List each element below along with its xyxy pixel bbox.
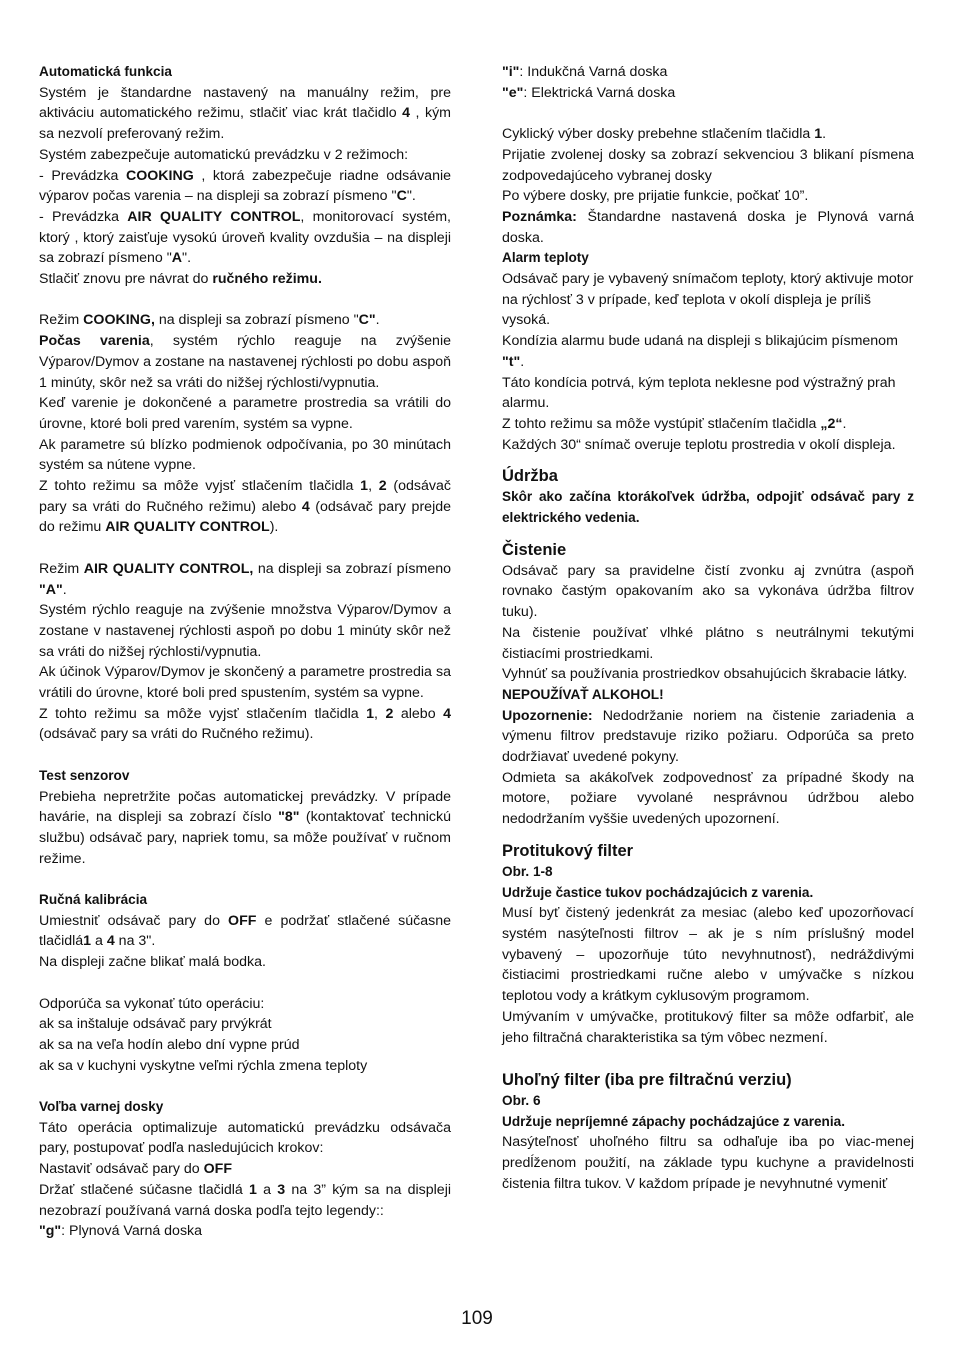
alarm-paragraph: Kondízia alarmu bude udaná na displeji s blikajúcim písmenom "t". <box>502 333 898 370</box>
automatic-paragraph: Stlačiť znovu pre návrat do ručného režimu. <box>39 271 322 288</box>
right-column <box>502 62 914 1194</box>
manual-calibration-heading: Ručná kalibrácia <box>39 892 148 908</box>
automatic-paragraph: - Prevádzka COOKING , ktorá zabezpečuje riadne odsávanie výparov počas varenia – na displeji sa zobrazí písmeno "C". <box>39 167 451 205</box>
alarm-paragraph: Z tohto režimu sa môže vystúpiť stlačením tlačidla „2“. <box>502 415 847 432</box>
hob-paragraph: Táto operácia optimalizuje automatickú prevádzku odsávača pary, postupovať podľa nasledujúcich krokov: <box>39 1119 451 1157</box>
calibration-list-item: ak sa inštaluje odsávač pary prvýkrát <box>39 1016 272 1033</box>
hob-legend-item: "i": Indukčná Varná doska <box>502 64 668 80</box>
automatic-paragraph: Systém zabezpečuje automatickú prevádzku v 2 režimoch: <box>39 146 409 163</box>
automatic-paragraph: - Prevádzka AIR QUALITY CONTROL, monitorovací systém, ktorý , ktorý zaisťuje vysokú úroveň kvality ovzdušia – na displeji sa zobrazí písmeno "A". <box>39 208 451 267</box>
hob-note: Poznámka: Štandardne nastavená doska je Plynová varná doska. <box>502 208 914 246</box>
hob-paragraph: Prijatie zvolenej dosky sa zobrazí sekvenciou 3 blikaní písmena zodpovedajúceho vybranej dosky <box>502 146 914 184</box>
automatic-function-heading: Automatická funkcia <box>39 64 172 79</box>
alarm-paragraph: Odsávač pary je vybavený snímačom teploty, ktorý aktivuje motor na rýchlosť 3 v prípade, keď teplota v okolí displeja je príliš vysoká. <box>502 271 914 329</box>
hob-paragraph: Držať stlačené súčasne tlačidlá 1 a 3 na 3” kým sa na displeji nezobrazí používaná varná doska podľa tejto legendy:: <box>39 1181 452 1219</box>
cooking-paragraph: Keď varenie je dokončené a parametre prostredia sa vrátili do úrovne, ktoré boli pred varením, systém sa vypne. <box>39 395 451 432</box>
cooking-paragraph: Ak parametre sú blízko podmienok odpočívania, po 30 minútach systém sa nútene vypne. <box>39 436 451 474</box>
temperature-alarm-heading: Alarm teploty <box>502 250 589 266</box>
aqc-paragraph: Z tohto režimu sa môže vyjsť stlačením tlačidla 1, 2 alebo 4 (odsávač pary sa vráti do Ručného režimu). <box>39 705 451 743</box>
carbon-filter-paragraph: Nasýteľnosť uhoľného filtru sa odhaľuje iba po viac-menej predĺženom použití, na základe typu kuchyne a pravidelnosti čistenia filtra tukov. V každom prípade je nevyhnutné vymeniť <box>502 1134 914 1192</box>
sensor-test-heading: Test senzorov <box>39 767 130 783</box>
aqc-paragraph: Režim AIR QUALITY CONTROL, na displeji sa zobrazí písmeno "A". <box>39 560 451 598</box>
hob-paragraph: Nastaviť odsávač pary do OFF <box>39 1161 232 1178</box>
grease-filter-subtitle: Udržuje častice tukov pochádzajúcich z varenia. <box>502 884 814 900</box>
alarm-paragraph: Táto kondícia potrvá, kým teplota neklesne pod výstražný prah alarmu. <box>502 374 896 412</box>
calibration-paragraph: Umiestniť odsávač pary do OFF e podržať stlačené súčasne tlačidlá1 a 4 na 3". <box>39 912 452 950</box>
cleaning-paragraph: Na čistenie používať vlhké plátno s neutrálnymi tekutými čistiacími prostriedkami. <box>502 624 914 662</box>
hob-legend-item: "g": Plynová Varná doska <box>39 1223 203 1240</box>
cooking-paragraph: Z tohto režimu sa môže vyjsť stlačením tlačidla 1, 2 (odsávač pary sa vráti do Ručného režimu) alebo 4 (odsávač pary prejde do režimu AIR QUALITY CONTROL). <box>39 478 451 536</box>
grease-filter-heading: Protitukový filter <box>502 841 634 860</box>
sensor-test-paragraph: Prebieha nepretržite počas automatickej prevádzky. V prípade havárie, na displeji sa zobrazí číslo "8" (kontaktovať technickú službu) odsávač pary, napriek tomu, sa môže používať v ručnom režime. <box>39 788 452 867</box>
hob-selection-heading: Voľba varnej dosky <box>39 1099 164 1115</box>
calibration-list-item: ak sa na veľa hodín alebo dní vypne prúd <box>39 1036 300 1053</box>
cleaning-paragraph: Upozornenie: Nedodržanie noriem na čistenie zariadenia a výmenu filtrov predstavuje riziko požiaru. Odporúča sa preto dodržiavať uvedené pokyny. <box>502 707 914 766</box>
calibration-list-item: ak sa v kuchyni vyskytne veľmi rýchla zmena teploty <box>39 1057 368 1074</box>
carbon-filter-heading: Uhoľný filter (iba pre filtračnú verziu) <box>502 1070 792 1089</box>
maintenance-warning: Skôr ako začína ktorákoľvek údržba, odpojiť odsávač pary z elektrického vedenia. <box>502 489 914 526</box>
alarm-paragraph: Každých 30“ snímač overuje teplotu prostredia v okolí displeja. <box>502 436 896 453</box>
grease-filter-figure-ref: Obr. 1-8 <box>502 863 553 879</box>
cleaning-paragraph: Vyhnúť sa používania prostriedkov obsahujúcich škrabacie látky. <box>502 666 908 683</box>
automatic-paragraph: Systém je štandardne nastavený na manuálny režim, pre aktiváciu automatického režimu, stlačiť viac krát tlačidlo 4 , kým sa nezvolí preferovaný režim. <box>39 84 451 143</box>
page-number: 109 <box>461 1308 493 1329</box>
hob-paragraph: Po výbere dosky, pre prijatie funkcie, počkať 10”. <box>502 188 809 205</box>
grease-filter-paragraph: Musí byť čistený jedenkrát za mesiac (alebo keď upozorňovací systém nasýteľnosti filtrov – ak je s ním príslušný model vybavený – upozorňuje túto nevyhnutnosť), nedráždivými čistiacimi prostriedkami ručne alebo v umývačke s nízkou teplotou vody a krátkym cyklusovým programom. <box>502 905 914 1005</box>
carbon-filter-subtitle: Udržuje nepríjemné zápachy pochádzajúce z varenia. <box>502 1113 845 1129</box>
cooking-paragraph: Počas varenia, systém rýchlo reaguje na zvýšenie Výparov/Dymov a zostane na nastavenej rýchlosti po dobu aspoň 1 minúty, skôr než sa vráti do nižšej rýchlosti/vypnutia. <box>39 333 451 391</box>
no-alcohol-warning: NEPOUŽÍVAŤ ALKOHOL! <box>502 686 664 702</box>
cleaning-paragraph: Odsávač pary sa pravidelne čistí zvonku aj zvnútra (aspoň rovnako častým opakovaním ako sa vykonáva údržba filtrov tuku). <box>502 562 914 621</box>
aqc-paragraph: Ak účinok Výparov/Dymov je skončený a parametre prostredia sa vrátili do úrovne, ktoré boli pred spustením, systém sa vypne. <box>39 664 451 702</box>
calibration-paragraph: Odporúča sa vykonať túto operáciu: <box>39 995 265 1012</box>
calibration-paragraph: Na displeji začne blikať malá bodka. <box>39 954 266 971</box>
carbon-filter-figure-ref: Obr. 6 <box>502 1092 541 1108</box>
cleaning-heading: Čistenie <box>502 540 567 559</box>
cooking-paragraph: Režim COOKING, na displeji sa zobrazí písmeno "C". <box>39 312 380 329</box>
cleaning-paragraph: Odmieta sa akákoľvek zodpovednosť za prípadné škody na motore, požiare vyvolané nesprávnou údržbou alebo nedodržaním vyššie uvedených upozornení. <box>502 769 914 828</box>
grease-filter-paragraph: Umývaním v umývačke, protitukový filter sa môže odfarbiť, ale jeho filtračná charakteristika sa tým vôbec nezmení. <box>502 1008 914 1046</box>
hob-paragraph: Cyklický výber dosky prebehne stlačením tlačidla 1. <box>502 126 827 143</box>
left-column <box>39 62 451 1242</box>
aqc-paragraph: Systém rýchlo reaguje na zvýšenie množstva Výparov/Dymov a zostane v nastavenej rýchlosti aspoň po dobu 1 minúty skôr než sa vráti do nižšej rýchlosti/vypnutia. <box>39 602 451 660</box>
hob-legend-item: "e": Elektrická Varná doska <box>502 84 676 101</box>
maintenance-heading: Údržba <box>502 467 558 486</box>
